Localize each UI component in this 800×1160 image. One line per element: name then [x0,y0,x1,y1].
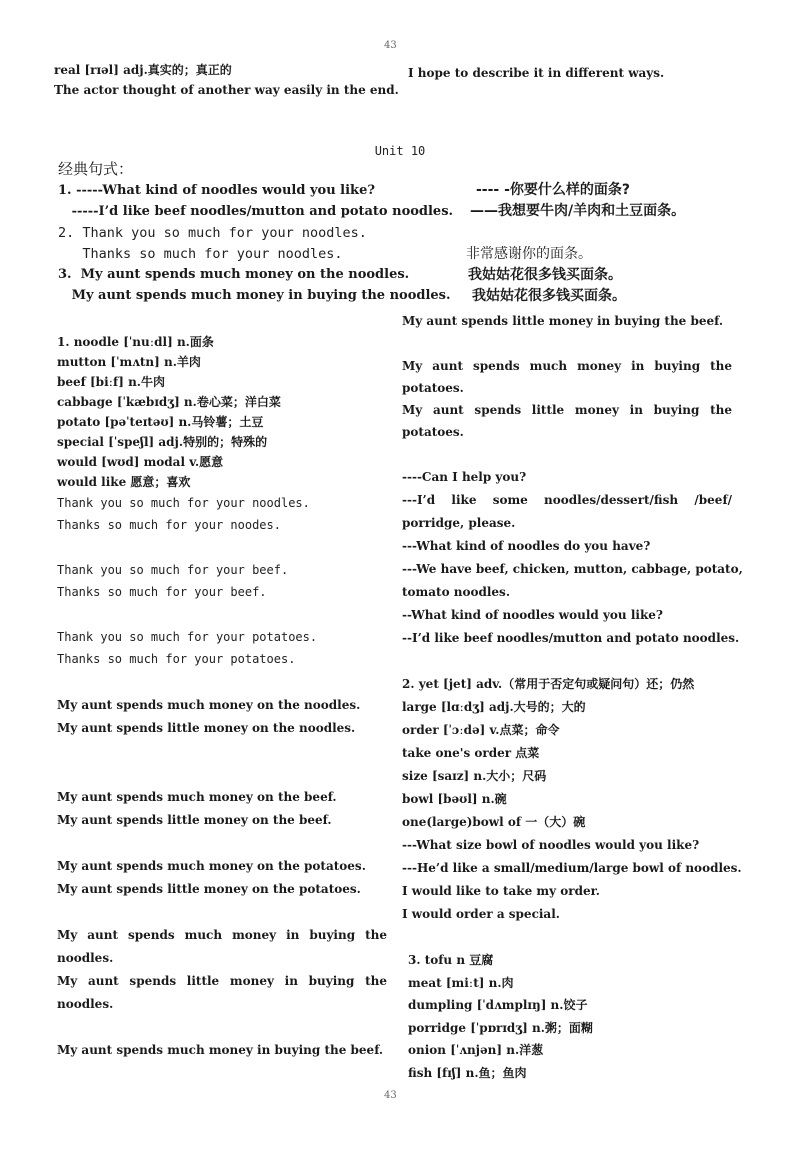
classic-zh: 我姑姑花很多钱买面条。 [472,288,626,304]
vocab-item: would like 愿意；喜欢 [57,475,191,489]
vocab-item: one(large)bowl of 一（大）碗 [402,815,586,829]
unit-title: Unit 10 [374,144,426,158]
classic-row [58,222,758,243]
spend-sentence: My aunt spends little money on the potatoes. [57,882,361,896]
thanks-sentence: Thank you so much for your noodles. [57,496,310,510]
vocab-item: dumpling [ˈdʌmplɪŋ] n.饺子 [408,998,588,1012]
vocab-item: take one's order 点菜 [402,746,540,760]
spend-sentence: My aunt spends much money on the beef. [57,790,337,804]
vocab-item: 3. tofu n 豆腐 [408,953,494,967]
vocab-real: real [rɪəl] adj.真实的；真正的 [54,63,232,77]
classic-row [58,285,758,306]
example-sentence: The actor thought of another way easily in the end. [54,83,399,97]
page-number-bottom: 43 [384,1090,397,1101]
vocab-item: would [wʊd] modal v.愿意 [57,455,224,469]
classic-zh: 非常感谢你的面条。 [466,246,592,262]
classic-en: 2. Thank you so much for your noodles. [58,225,367,241]
buying-sentence: My aunt spends much money in buying the [402,359,732,373]
classic-row [58,180,758,201]
thanks-sentence: Thanks so much for your potatoes. [57,652,296,666]
classic-en: 3. My aunt spends much money on the noodles. [58,267,410,282]
thanks-sentence: Thank you so much for your potatoes. [57,630,318,644]
buying-sentence: potatoes. [402,425,464,439]
thanks-sentence: Thanks so much for your noodes. [57,518,281,532]
example-line: I would order a special. [402,907,560,921]
classic-en: Thanks so much for your noodles. [58,246,343,262]
example-line: ---He’d like a small/medium/large bowl of noodles. [402,861,742,875]
classic-heading: 经典句式： [58,160,134,178]
vocab-item: 2. yet [jet] adv.（常用于否定句或疑问句）还；仍然 [402,677,695,691]
vocab-item: bowl [bəʊl] n.碗 [402,792,507,806]
classic-zh: 我姑姑花很多钱买面条。 [468,267,622,283]
dialogue-line: --What kind of noodles would you like? [402,608,663,622]
top-left-block [54,60,399,100]
dialogue-line: tomato noodles. [402,585,510,599]
thanks-sentence: Thank you so much for your beef. [57,563,289,577]
vocab-item: large [lɑːdʒ] adj.大号的；大的 [402,700,586,714]
spend-sentence: My aunt spends little money on the beef. [57,813,332,827]
classic-en: My aunt spends much money in buying the noodles. [58,288,451,303]
buying-sentence: My aunt spends little money in buying the beef. [402,314,724,328]
vocab-item: 1. noodle [ˈnuːdl] n.面条 [57,335,214,349]
classic-row [58,201,758,222]
vocab-item: fish [fɪʃ] n.鱼；鱼肉 [408,1065,527,1080]
classic-zh: ——我想要牛肉/羊肉和土豆面条。 [470,203,686,219]
classic-row [58,243,758,264]
classic-zh: ---- -你要什么样的面条? [476,182,631,198]
buying-sentence: My aunt spends much money in buying the [57,928,387,942]
thanks-sentence: Thanks so much for your beef. [57,585,267,599]
vocab-item: onion [ˈʌnjən] n.洋葱 [408,1043,544,1057]
page-number-top: 43 [384,40,397,51]
classic-sentences [58,158,758,306]
spend-sentence: My aunt spends much money on the noodles. [57,698,361,712]
example-line: I would like to take my order. [402,884,600,898]
buying-sentence: My aunt spends much money in buying the beef. [57,1043,384,1057]
dialogue-line: ---I’d like some noodles/dessert/fish /beef/ [402,493,732,507]
left-column [57,332,387,1062]
vocab-item: special [ˈspeʃl] adj.特别的；特殊的 [57,435,268,449]
spend-sentence: My aunt spends much money on the potatoes. [57,859,366,873]
right-column [402,310,743,1084]
top-right-block [408,63,748,83]
classic-row [58,264,758,285]
buying-sentence: potatoes. [402,381,464,395]
spend-sentence: My aunt spends little money on the noodles. [57,721,356,735]
vocab-item: beef [biːf] n.牛肉 [57,375,165,389]
dialogue-line: ----Can I help you? [402,470,527,484]
vocab-item: cabbage [ˈkæbɪdʒ] n.卷心菜；洋白菜 [57,395,281,409]
buying-sentence: noodles. [57,951,114,965]
buying-sentence: My aunt spends little money in buying the [57,974,387,988]
vocab-item: potato [pəˈteɪtəʊ] n.马铃薯；土豆 [57,415,264,429]
buying-sentence: My aunt spends little money in buying the [402,403,732,417]
vocab-item: mutton [ˈmʌtn] n.羊肉 [57,355,201,369]
dialogue-line: porridge, please. [402,516,516,530]
vocab-item: meat [miːt] n.肉 [408,975,514,990]
buying-sentence: noodles. [57,997,114,1011]
dialogue-line: ---We have beef, chicken, mutton, cabbage, potato, [402,562,743,576]
example-sentence-right: I hope to describe it in different ways. [408,66,665,80]
vocab-item: size [saɪz] n.大小；尺码 [402,769,547,783]
dialogue-line: --I’d like beef noodles/mutton and potato noodles. [402,631,740,645]
dialogue-line: ---What kind of noodles do you have? [402,539,651,553]
vocab-item: porridge [ˈpɒrɪdʒ] n.粥；面糊 [408,1020,593,1035]
example-line: ---What size bowl of noodles would you like? [402,838,700,852]
vocab-item: order [ˈɔːdə] v.点菜；命令 [402,723,560,737]
classic-en: 1. -----What kind of noodles would you like? [58,183,375,198]
classic-en: -----I’d like beef noodles/mutton and potato noodles. [58,204,454,219]
